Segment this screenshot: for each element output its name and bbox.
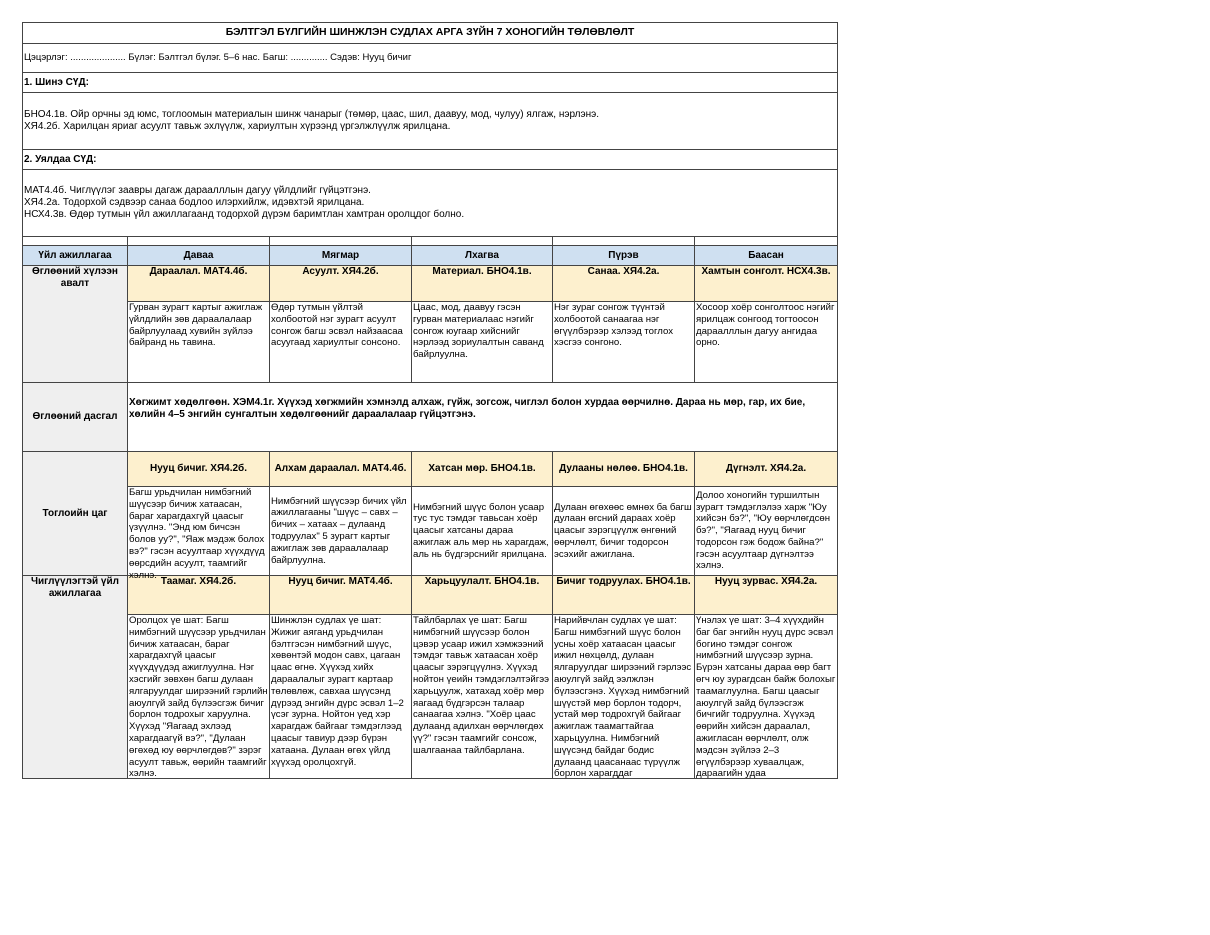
friday-text: Хосоор хоёр сонголтоос нэгийг ярилцаж сонгоод тогтоосон дараалллын дагуу ангидаа орно.	[696, 302, 835, 349]
blank-cell	[23, 237, 128, 246]
friday-title: Дүгнэлт. ХЯ4.2а.	[695, 452, 838, 487]
section-2-standards	[23, 170, 838, 237]
tuesday-title: Алхам дараалал. МАТ4.4б.	[270, 452, 412, 487]
tuesday-text: Нимбэгний шүүсээр бичих үйл ажиллагааны "шүүс – савх – бичих – хатаах – дулаанд тодруулах" 5 зурагт картыг ажиглаж зөв дараалалаар байрлуулна.	[271, 495, 407, 566]
tuesday-title: Нууц бичиг. МАТ4.4б.	[270, 576, 412, 615]
activity-play-time: Тоглоийн цаг	[23, 452, 128, 576]
header-row	[23, 246, 838, 266]
table-row	[23, 266, 838, 302]
tuesday-text: Өдөр тутмын үйлтэй холбоотой нэг зурагт асуулт сонгож багш эсвэл найзаасаа асуугаад хариултыг сонсоно.	[271, 302, 403, 349]
friday-text: Үнэлэх үе шат: 3–4 хүүхдийн баг баг энгийн нууц дүрс эсвэл богино тэмдэг сонгож нимбэгний шүүсээр зурна. Бүрэн хатсаны дараа өөр багт өгч юу зурагдсан байж болохыг таамаглуулна. Багш цаасыг аюулгүй зайд бүлээсгэж бичгийг тодруулна. Хүүхэд өөрийн хийсэн дараалал, ажигласан өөрчлөлт, олж мэдсэн зүйлээ 2–3 өгүүлбэрээр хуваалцаж, дараагийн удаа	[696, 615, 836, 780]
friday-text: Долоо хоногийн туршилтын зурагт тэмдэглэлээ харж "Юу хийсэн бэ?", "Юу өөрчлөгдсөн бэ?", "Яагаад нууц бичиг тодорсон гэж бодож байна?" гэсэн асуултаар дүгнэлтээ хэлнэ.	[696, 489, 831, 572]
standard-line: БНО4.1в. Ойр орчны эд юмс, тоглоомын материалын шинж чанарыг (төмөр, цаас, шил, даавуу, мод, чулуу) ялгаж, нэрлэнэ.	[24, 109, 600, 121]
wednesday-title: Харьцуулалт. БНО4.1в.	[412, 576, 553, 615]
blank-cell	[553, 237, 695, 246]
table-row	[23, 487, 838, 576]
activity-morning-exercise: Өглөөний дасгал	[23, 383, 128, 452]
table-row	[23, 615, 838, 779]
section-2-heading: 2. Уялдаа СҮД:	[23, 150, 838, 170]
standard-line: МАТ4.4б. Чиглүүлэг заавры дагаж дараалллын дагуу үйлдлийг гүйцэтгэнэ.	[24, 185, 371, 197]
lesson-plan-table	[22, 22, 838, 779]
monday-title: Нууц бичиг. ХЯ4.2б.	[128, 452, 270, 487]
lesson-plan-sheet	[22, 22, 837, 779]
plan-info-line: Цэцэрлэг: ..................... Бүлэг: Бэлтгэл бүлэг. 5–6 нас. Багш: .............. Сэдэв: Нууц бичиг	[23, 44, 838, 73]
tuesday-text: Шинжлэн судлах үе шат: Жижиг аяганд урьдчилан бэлтгэсэн нимбэгний шүүс, хөвөнтэй модон савх, цагаан цаас өгнө. Хүүхэд хийх дараалалыг зурагт картаар төлөвлөж, савхаа шүүсэнд дүрээд энгийн дүрс эсвэл 1–2 үсэг зурна. Нойтон үед хэр харагдаж байгааг тэмдэглээд цаасыг тавиур дээр бүрэн хатаана. Дулаан өгөх үйлд хүүхэд оролцохгүй.	[271, 615, 404, 768]
wednesday-text: Нимбэгний шүүс болон усаар тус тус тэмдэг тавьсан хоёр цаасыг хатсаны дараа ажиглаж аль мөр нь харагдаж, аль нь бүдгэрснийг ярилцана.	[413, 501, 549, 560]
thursday-title: Санаа. ХЯ4.2а.	[553, 266, 695, 302]
table-row	[23, 302, 838, 383]
thursday-text: Нарийвчлан судлах үе шат: Багш нимбэгний шүүс болон усны хоёр хатаасан цаасыг ижил нөхцөлд, дулаан ялгаруулдаг ширээний гэрлээс аюулгүй зайд ээлжлэн бүлээсгэнэ. Хүүхэд нимбэгний шүүстэй мөр борлон тодорч, устай мөр тодрохгүй байгааг ажиглаж таамагтайгаа харьцуулна. Нимбэгний шүүсэнд байдаг бодис дулаанд цаасанаас түрүүлж борлон харагддаг	[554, 615, 692, 780]
tuesday-title: Асуулт. ХЯ4.2б.	[270, 266, 412, 302]
standard-line: ХЯ4.2а. Тодорхой сэдвээр санаа бодлоо илэрхийлж, идэвхтэй ярилцана.	[24, 197, 365, 209]
monday-title: Дараалал. МАТ4.4б.	[128, 266, 270, 302]
standard-line: ХЯ4.2б. Харилцан яриаг асуулт тавьж эхлүүлж, хариултын хүрээнд үргэлжлүүлж ярилцана.	[24, 121, 451, 132]
wednesday-text: Тайлбарлах үе шат: Багш нимбэгний шүүсээр болон цэвэр усаар ижил хэмжээний тэмдэг тавьж хатаасан хоёр цаасыг зэрэгцүүлнэ. Хүүхэд нойтон үеийн тэмдэглэлтэйгээ харьцуулж, хатахад хоёр мөр яагаад бүдгэрсэн талаар санаагаа хэлнэ. "Хоёр цаас дулаанд адилхан өөрчлөгдөх үү?" гэсэн таамгийг сонсож, шалгаанаа тайлбарлана.	[413, 615, 549, 756]
activity-guided: Чиглүүлэгтэй үйл ажиллагаа	[23, 576, 128, 779]
header-monday: Даваа	[128, 246, 270, 266]
blank-cell	[270, 237, 412, 246]
friday-title: Нууц зурвас. ХЯ4.2а.	[695, 576, 838, 615]
thursday-text: Нэг зураг сонгож түүнтэй холбоотой санаагаа нэг өгүүлбэрээр хэлээд тоглох хэсгээ сонгоно.	[554, 302, 673, 349]
thursday-title: Дулааны нөлөө. БНО4.1в.	[553, 452, 695, 487]
section-1-heading: 1. Шинэ СҮД:	[23, 73, 838, 93]
monday-title: Таамаг. ХЯ4.2б.	[128, 576, 270, 615]
header-tuesday: Мягмар	[270, 246, 412, 266]
blank-cell	[695, 237, 838, 246]
header-thursday: Пүрэв	[553, 246, 695, 266]
table-row	[23, 452, 838, 487]
header-activity: Үйл ажиллагаа	[23, 246, 128, 266]
wednesday-title: Материал. БНО4.1в.	[412, 266, 553, 302]
table-row	[23, 383, 838, 452]
header-friday: Баасан	[695, 246, 838, 266]
plan-title: БЭЛТГЭЛ БҮЛГИЙН ШИНЖЛЭН СУДЛАХ АРГА ЗҮЙН 7 ХОНОГИЙН ТӨЛӨВЛӨЛТ	[23, 23, 838, 44]
monday-text: Гурван зурагт картыг ажиглаж үйлдлийн зөв дараалалаар байрлуулаад хувийн зүйлээ байранд нь тавина.	[129, 302, 263, 349]
morning-exercise-text: Хөгжимт хөдөлгөөн. ХЭМ4.1г. Хүүхэд хөгжмийн хэмнэлд алхаж, гүйж, зогсож, чиглэл болон хурдаа өөрчилнө. Дараа нь мөр, гар, их бие, хөлийн 4–5 энгийн сунгалтын хөдөлгөөнийг дараалалаар гүйцэтгэнэ.	[128, 383, 838, 452]
friday-title: Хамтын сонголт. НСХ4.3в.	[695, 266, 838, 302]
blank-cell	[412, 237, 553, 246]
thursday-text: Дулаан өгөхөөс өмнөх ба багш дулаан өгсний дараах хоёр цаасыг зэрэгцүүлж өнгөний өөрчлөлт, бичиг тодорсон эсэхийг ажиглана.	[554, 501, 692, 560]
wednesday-text: Цаас, мод, даавуу гэсэн гурван материалаас нэгийг сонгож юугаар хийснийг нэрлээд зориулалтын саванд байрлуулна.	[413, 302, 544, 361]
header-wednesday: Лхагва	[412, 246, 553, 266]
activity-morning-reception: Өглөөний хүлээн авалт	[23, 266, 128, 383]
thursday-title: Бичиг тодруулах. БНО4.1в.	[553, 576, 695, 615]
standard-line: НСХ4.3в. Өдөр тутмын үйл ажиллагаанд тодорхой дүрэм баримтлан хамтран оролцдог болно.	[24, 208, 465, 220]
blank-cell	[128, 237, 270, 246]
section-1-standards	[23, 93, 838, 150]
wednesday-title: Хатсан мөр. БНО4.1в.	[412, 452, 553, 487]
monday-text: Оролцох үе шат: Багш нимбэгний шүүсээр урьдчилан бичиж хатаасан, бараг харагдахгүй цаасыг хүүхдүүдэд ажиглуулна. Нэг хэсгийг зөвхөн багш дулаан ялгаруулдаг ширээний гэрлийн аюулгүй зайд бүлээсгэж бичиг борлон тодрохыг харуулна. Хүүхэд "Яагаад эхлээд харагдаагүй вэ?", "Дулаан өгөхөд юу өөрчлөгдөв?" зэрэг асуулт тавьж, өөрийн таамгийг хэлнэ.	[129, 615, 268, 780]
monday-text: Багш урьдчилан нимбэгний шүүсээр бичиж хатаасан, бараг харагдахгүй цаасыг үзүүлнэ. "Энд юм бичсэн болов уу?", "Яаж мэдэж болох вэ?" гэсэн асуултаар хүүхдүүд өөрсдийн асуулт, таамгийг хэлнэ.	[129, 487, 265, 581]
